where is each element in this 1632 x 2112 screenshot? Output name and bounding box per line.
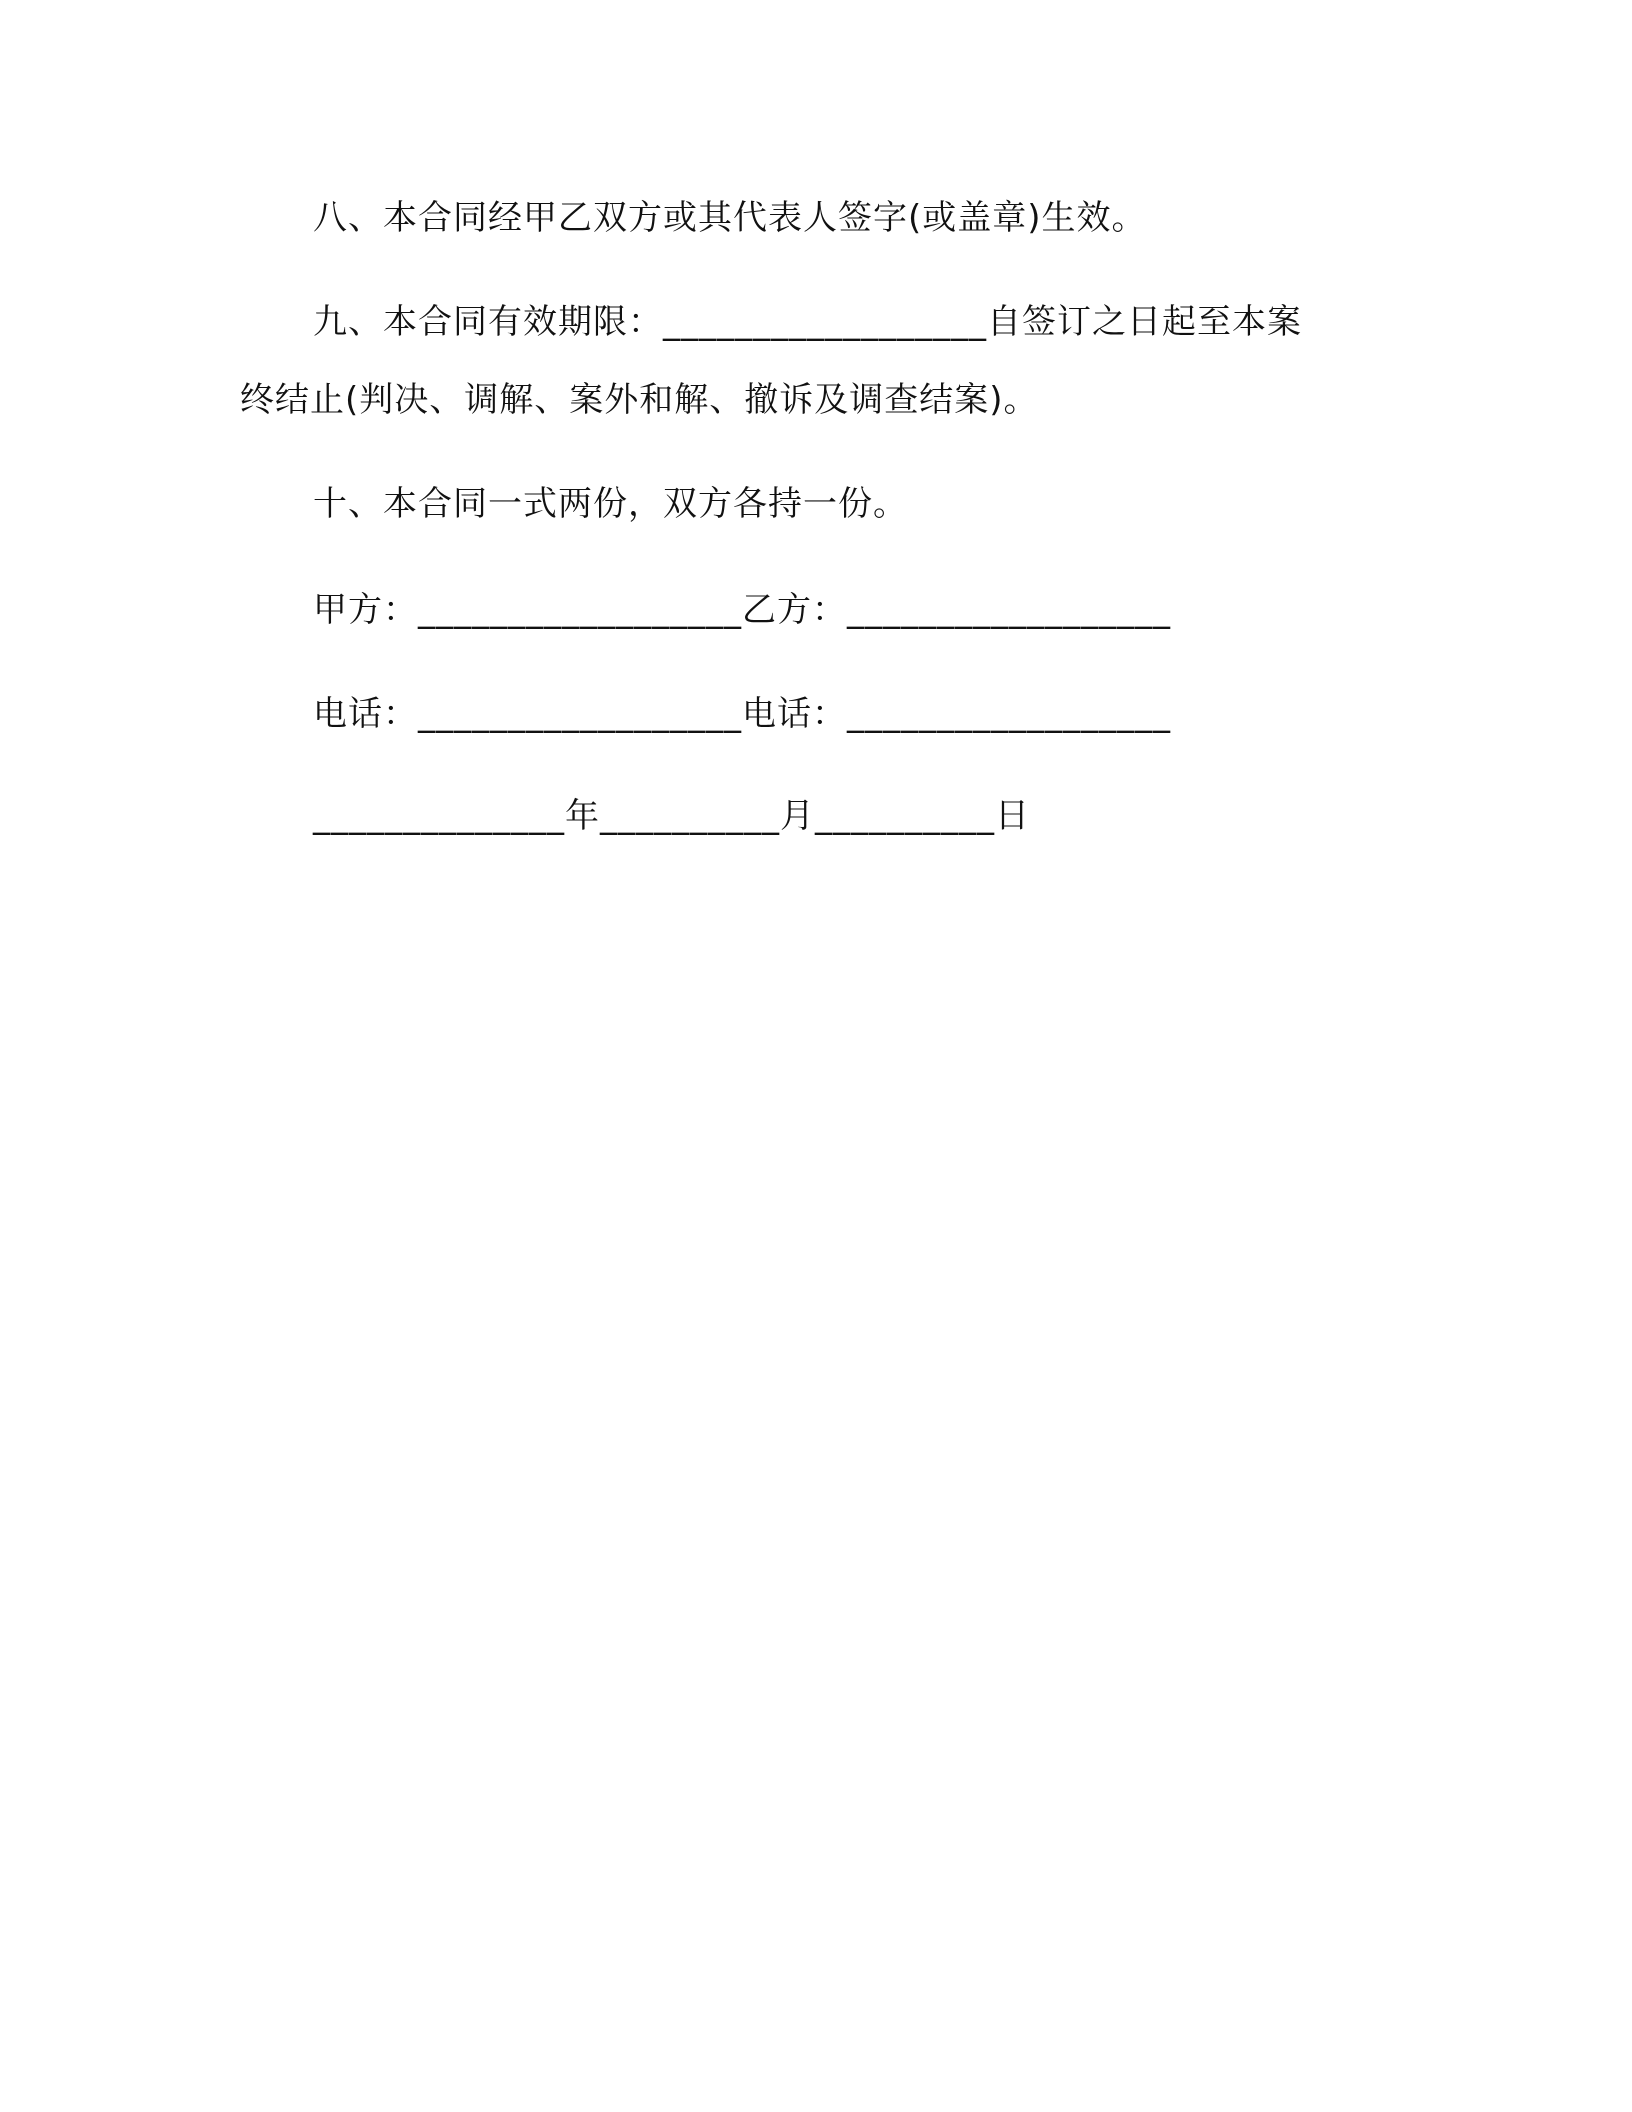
clause-9-term-line-1: 九、本合同有效期限：__________________自签订之日起至本案 bbox=[313, 302, 1302, 342]
clause-8-effective: 八、本合同经甲乙双方或其代表人签字(或盖章)生效。 bbox=[313, 198, 1147, 238]
clause-10-copies: 十、本合同一式两份，双方各持一份。 bbox=[313, 484, 908, 524]
date-row: ______________年__________月__________日 bbox=[313, 796, 1030, 836]
clause-9-term-line-2: 终结止(判决、调解、案外和解、撤诉及调查结案)。 bbox=[240, 380, 1039, 420]
party-signature-row: 甲方：__________________乙方：__________________ bbox=[313, 590, 1171, 630]
phone-row: 电话：__________________电话：__________________ bbox=[313, 694, 1171, 734]
